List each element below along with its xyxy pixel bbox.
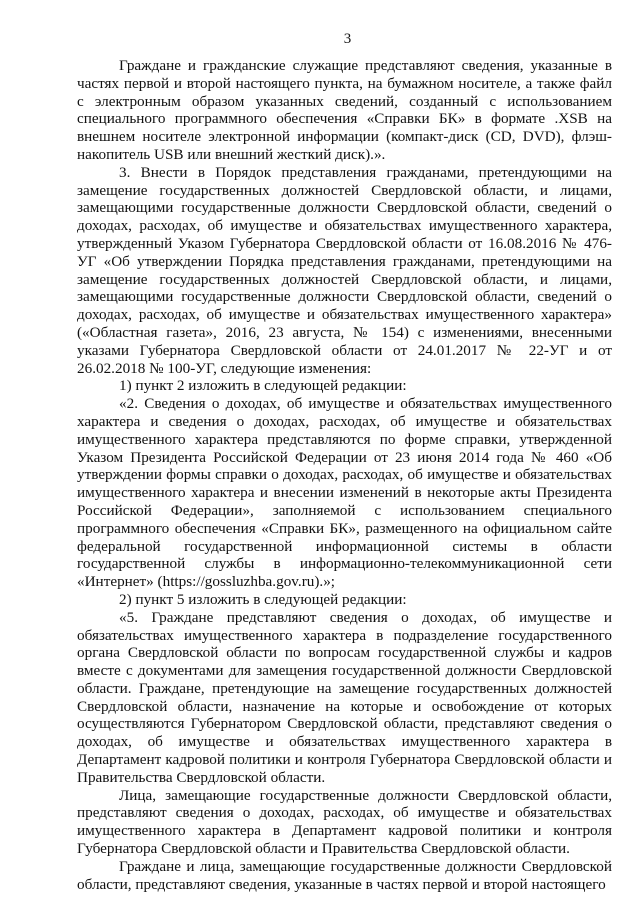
paragraph: 1) пункт 2 изложить в следующей редакции:	[119, 377, 407, 395]
paragraph: «5. Граждане представляют сведения о доходах, об имуществе и обязательствах имущественного характера в подразделение государственного органа Свердловской области по вопросам государственной службы и кадров вместе с документами для замещения государственной должности Свердловской области. Граждане, претендующие на замещение государственных должностей Свердловской области, назначение на которые и освобождение от которых осуществляются Губернатором Свердловской области, представляют сведения о доходах, об имуществе и обязательствах имущественного характера в Департамент кадровой политики и контроля Губернатора Свердловской области и Правительства Свердловской области.	[77, 608, 612, 786]
page-number: 3	[343, 31, 352, 47]
paragraph: 2) пункт 5 изложить в следующей редакции:	[119, 590, 407, 608]
paragraph: Граждане и лица, замещающие государственные должности Свердловской области, представляют сведения, указанные в частях первой и второй настоящего	[77, 857, 612, 893]
paragraph: 3. Внести в Порядок представления гражданами, претендующими на замещение государственных должностей Свердловской области, и лицами, замещающими государственные должности Свердловской области, сведений о доходах, расходах, об имуществе и обязательствах имущественного характера, утвержденный Указом Губернатора Свердловской области от 16.08.2016 № 476-УГ «Об утверждении Порядка представления гражданами, претендующими на замещение государственных должностей Свердловской области, и лицами, замещающими государственные должности Свердловской области, сведений о доходах, расходах, об имуществе и обязательствах имущественного характера» («Областная газета», 2016, 23 августа, № 154) с изменениями, внесенными указами Губернатора Свердловской области от 24.01.2017 № 22-УГ и от 26.02.2018 № 100-УГ, следующие изменения:	[77, 163, 612, 377]
paragraph: Граждане и гражданские служащие представляют сведения, указанные в частях первой и второй настоящего пункта, на бумажном носителе, а также файл с электронным образом указанных сведений, созданный с использованием специального программного обеспечения «Справки БК» в формате .XSB на внешнем носителе электронной информации (компакт-диск (CD, DVD), флэш-накопитель USB или внешний жесткий диск).».	[77, 57, 612, 163]
paragraph: «2. Сведения о доходах, об имуществе и обязательствах имущественного характера и сведения о доходах, расходах, об имуществе и обязательствах имущественного характера представляются по форме справки, утвержденной Указом Президента Российской Федерации от 23 июня 2014 года № 460 «Об утверждении формы справки о доходах, расходах, об имуществе и обязательствах имущественного характера и внесении изменений в некоторые акты Президента Российской Федерации», заполняемой с использованием специального программного обеспечения «Справки БК», размещенного на официальном сайте федеральной государственной информационной системы в области государственной службы в информационно-телекоммуникационной сети «Интернет» (https://gossluzhba.gov.ru).»;	[77, 395, 612, 591]
document-page	[77, 30, 612, 893]
paragraph: Лица, замещающие государственные должности Свердловской области, представляют сведения о доходах, расходах, об имуществе и обязательствах имущественного характера в Департамент кадровой политики и контроля Губернатора Свердловской области и Правительства Свердловской области.	[77, 786, 612, 858]
